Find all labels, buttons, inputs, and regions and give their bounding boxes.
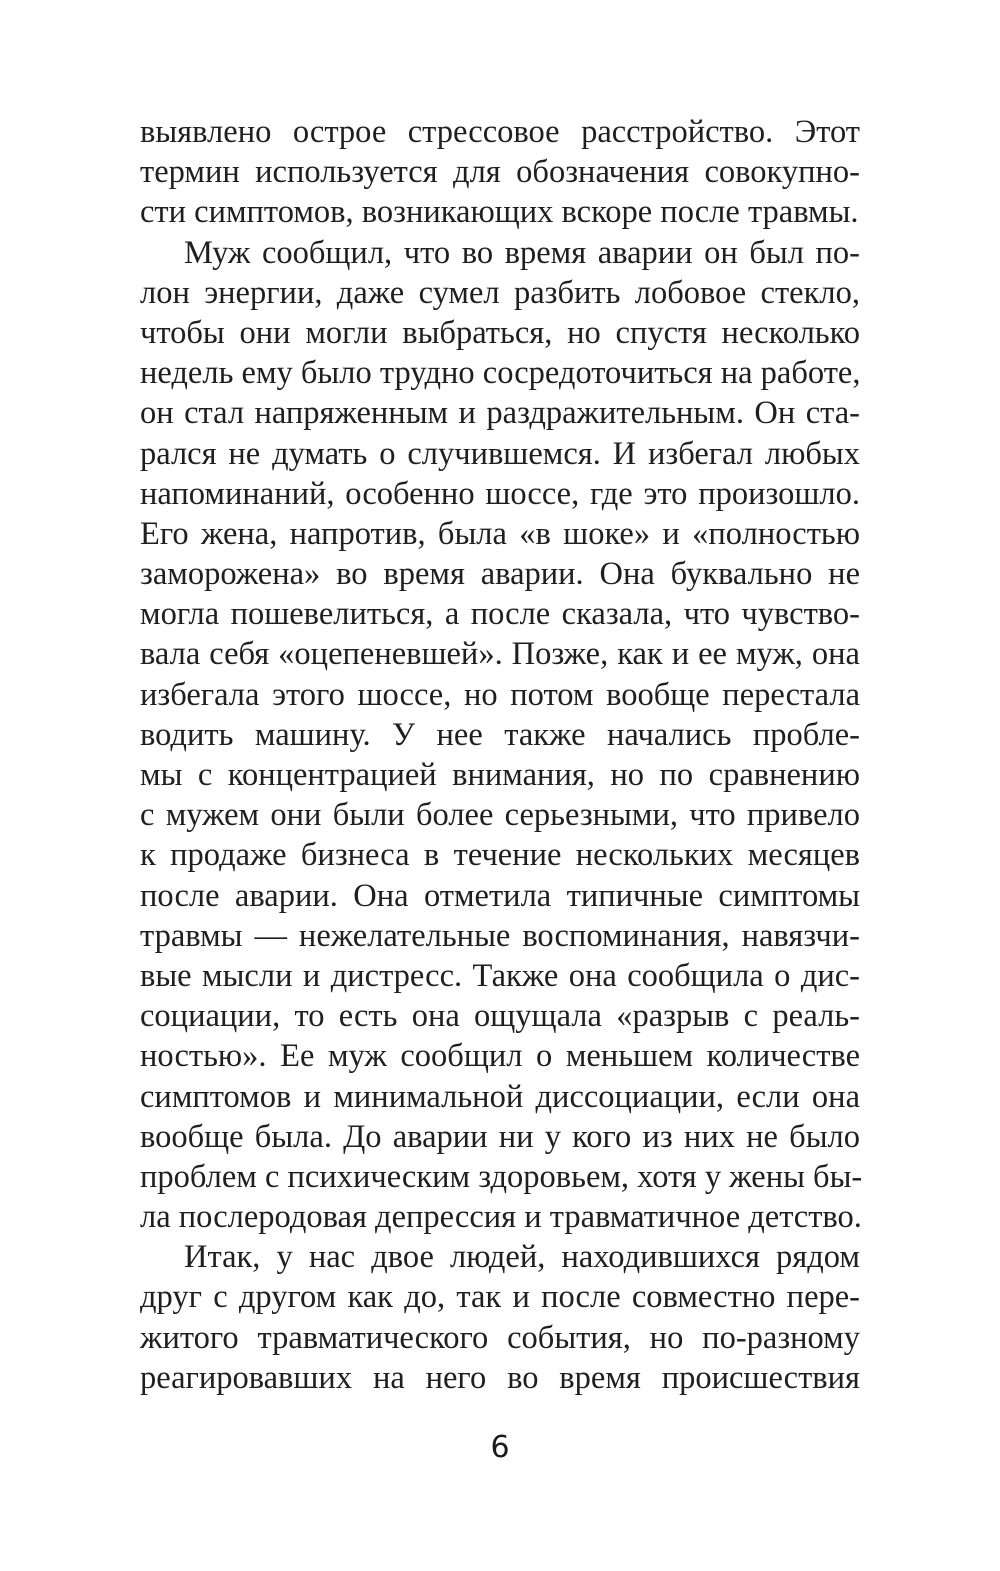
- text-line: Его жена, напротив, была «в шоке» и «полностью: [140, 515, 860, 552]
- text-line: чтобы они могли выбраться, но спустя несколько: [140, 314, 860, 351]
- text-line: симптомов и минимальной диссоциации, если она: [140, 1078, 860, 1115]
- text-line: могла пошевелиться, а после сказала, что чувство-: [140, 596, 860, 633]
- text-line: реагировавших на него во время происшествия: [140, 1359, 860, 1396]
- text-line: друг с другом как до, так и после совместно пере-: [140, 1279, 860, 1316]
- text-line: избегала этого шоссе, но потом вообще перестала: [140, 676, 860, 713]
- text-line: житого травматического события, но по-разному: [140, 1319, 860, 1356]
- text-line: мы с концентрацией внимания, но по сравнению: [140, 757, 860, 793]
- text-line: лон энергии, даже сумел разбить лобовое стекло,: [140, 274, 860, 311]
- text-line: рался не думать о случившемся. И избегал любых: [140, 435, 860, 472]
- text-line: социации, то есть она ощущала «разрыв с реаль-: [140, 998, 860, 1035]
- text-line: после аварии. Она отметила типичные симптомы: [140, 877, 860, 914]
- text-line: вые мысли и дистресс. Также она сообщила о дис-: [140, 957, 860, 994]
- text-line: травмы — нежелательные воспоминания, навязчи-: [140, 917, 860, 954]
- text-line: водить машину. У нее также начались пробле-: [140, 716, 860, 753]
- body-text: [140, 112, 863, 1398]
- text-line: Итак, у нас двое людей, находившихся рядом: [184, 1239, 860, 1276]
- text-line: вообще была. До аварии ни у кого из них не было: [140, 1118, 860, 1155]
- text-line: недель ему было трудно сосредоточиться на работе,: [140, 355, 861, 392]
- text-line: термин используется для обозначения совокупно-: [140, 154, 860, 191]
- text-line: ла послеродовая депрессия и травматичное детство.: [140, 1199, 862, 1236]
- text-line: к продаже бизнеса в течение нескольких месяцев: [140, 837, 860, 874]
- text-line: ностью». Ее муж сообщил о меньшем количестве: [140, 1038, 860, 1075]
- text-line: Муж сообщил, что во время аварии он был по-: [184, 234, 860, 271]
- text-line: напоминаний, особенно шоссе, где это произошло.: [140, 475, 860, 512]
- text-line: сти симптомов, возникающих вскоре после травмы.: [140, 194, 859, 231]
- text-line: вала себя «оцепеневшей». Позже, как и ее муж, она: [140, 636, 860, 673]
- text-line: с мужем они были более серьезными, что привело: [140, 797, 860, 834]
- text-line: заморожена» во время аварии. Она буквально не: [140, 556, 860, 593]
- page-number: 6: [490, 1430, 510, 1465]
- text-line: проблем с психическим здоровьем, хотя у жены бы-: [140, 1158, 863, 1195]
- text-line: выявлено острое стрессовое расстройство. Этот: [140, 114, 860, 150]
- text-line: он стал напряженным и раздражительным. Он ста-: [140, 395, 860, 432]
